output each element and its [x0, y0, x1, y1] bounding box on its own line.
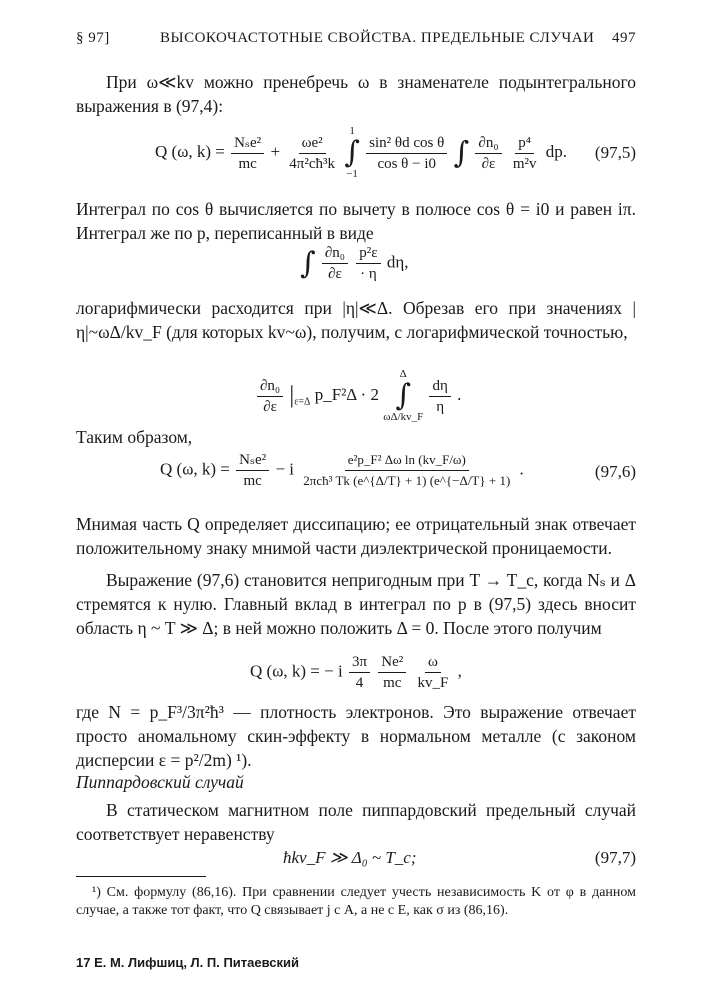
eq975-tail: dp. — [545, 141, 567, 161]
eqA-frac1: $\frac{\text{∂n₀}}{\partial\varepsilon}$ — [322, 243, 348, 284]
paragraph-3: логарифмически расходится при |η|≪Δ. Обрезав его при значениях |η|~ωΔ/kv_F (для которых kv~ω), получим, с логарифмической точностью, — [76, 298, 636, 342]
equation-anomalous — [250, 652, 462, 693]
paragraph-1: При ω≪kv можно пренебречь ω в знаменателе подынтегрального выражения в (97,4): — [76, 72, 636, 116]
eq976-number: (97,6) — [594, 462, 636, 481]
running-title: ВЫСОКОЧАСТОТНЫЕ СВОЙСТВА. ПРЕДЕЛЬНЫЕ СЛУЧАИ — [160, 30, 595, 46]
eq975-frac4: $\frac{\text{∂n₀}}{\partial\varepsilon}$ — [475, 133, 501, 174]
eq975-frac1: $\frac{\text{Nₛe²}}{mc}$ — [231, 133, 264, 174]
eq975-frac3: $\frac{\text{sin² θd cos θ}}{\text{cos θ − i0}}$ — [366, 133, 447, 174]
eq976-tail: . — [519, 459, 524, 479]
equation-log-accuracy: $\frac{\text{∂n₀}}{\partial\varepsilon}$ $|_{\varepsilon=\Delta}$ p_F²Δ · 2 Δ ∫ ωΔ/kv_F $\frac{d\eta}{\eta}$ . — [255, 368, 461, 424]
page-number: 497 — [612, 30, 636, 46]
equation-97-6 — [160, 450, 524, 491]
eqC-frac1: $\frac{3\pi}{4}$ — [349, 652, 370, 693]
paragraph-8: В статическом магнитном поле пиппардовский предельный случай соответствует неравенству — [76, 800, 636, 844]
eqC-tail: , — [457, 661, 462, 681]
paragraph-6: Выражение (97,6) становится непригодным при T → T_c, когда Nₛ и Δ стремятся к нулю. Главный вклад в интеграл по p в (97,5) здесь вносит область η ~ T ≫ Δ; в ней можно положить Δ = 0. После этого получим — [76, 570, 636, 638]
eqB-integral-limits: Δ ∫ ωΔ/kv_F — [383, 368, 424, 423]
paragraph-4: Таким образом, — [76, 427, 193, 447]
eq976-frac1: $\frac{\text{Nₛe²}}{mc}$ — [236, 450, 269, 491]
paragraph-5: Мнимая часть Q определяет диссипацию; ее отрицательный знак отвечает положительному знаку мнимой части диэлектрической проницаемости. — [76, 514, 636, 558]
eq976-minus: − i — [275, 459, 294, 479]
eqC-frac3: $\frac{\omega}{kv\_F}$ — [417, 654, 449, 691]
equation-integral-eta: ∫ $\frac{\text{∂n₀}}{\partial\varepsilon}$ $\frac{\text{p²ε}}{\cdot \eta}$ dη, — [300, 245, 409, 282]
paragraph-7: где N = p_F³/3π²ħ³ — плотность электронов. Это выражение отвечает просто аномальному скин-эффекту в нормальном металле (с законом дисперсии ε = p²/2m) ¹). — [76, 702, 636, 770]
eqB-frac2: $\frac{d\eta}{\eta}$ — [429, 376, 450, 417]
equation-97-5: Q (ω, k) = $\frac{\text{Nₛe²}}{mc}$ + $\frac{\text{ωe²}}{\text{4π²cħ³k}}$ 1 ∫ −1 $\frac{\text{sin² θd cos θ}}{\text{cos θ − i0}}$ ∫ $\frac{\text{∂n₀}}{\partial\varepsilon}$ $\frac{\text{p⁴}}{\text{m²v}}$ dp. — [155, 125, 567, 180]
eq977-number: (97,7) — [594, 848, 636, 867]
equation-97-7: ħkv_F ≫ Δ₀ ~ T_c; — [283, 848, 417, 867]
eqB-tail: . — [457, 384, 462, 404]
paragraph-2: Интеграл по cos θ вычисляется по вычету в полюсе cos θ = i0 и равен iπ. Интеграл же по p, переписанный в виде — [76, 199, 636, 243]
eqC-lhs: Q (ω, k) = − i — [250, 661, 343, 681]
footnote-rule — [76, 876, 206, 877]
footnote-1: ¹) См. формулу (86,16). При сравнении следует учесть независимость K от φ в данном случае, а также тот факт, что Q связывает j с A, а не с E, как σ из (86,16). — [76, 885, 636, 918]
subheading-pippard: Пиппардовский случай — [76, 772, 244, 792]
eq976-frac2: $\frac{\text{e²p\_F² Δω ln (kv\_F/ω)}}{\text{2πcħ³ Tk (e\textasciicircum{}\{Δ/T\} + 1) (e\textasciicircum{}\{−Δ/T\} + 1)}}$ — [303, 452, 511, 488]
eq975-frac5: $\frac{\text{p⁴}}{\text{m²v}}$ — [512, 134, 537, 172]
eqA-frac2: $\frac{\text{p²ε}}{\cdot \eta}$ — [356, 243, 380, 284]
signature-line: 17 Е. М. Лифшиц, Л. П. Питаевский — [76, 955, 300, 970]
eqA-tail: dη, — [386, 252, 409, 272]
eqC-frac2: $\frac{\text{Ne²}}{mc}$ — [378, 652, 406, 693]
eq975-integral-limits: 1 ∫ −1 — [344, 125, 360, 180]
eqB-sub: ε=Δ — [294, 396, 311, 408]
eq975-lhs: Q (ω, k) = — [155, 141, 225, 161]
eq976-lhs: Q (ω, k) = — [160, 459, 230, 479]
eqB-frac1: $\frac{\text{∂n₀}}{\partial\varepsilon}$ — [257, 376, 283, 417]
eq975-number: (97,5) — [594, 143, 636, 162]
section-marker: § 97] — [76, 30, 110, 46]
eqB-mid: p_F²Δ · 2 — [314, 384, 379, 404]
eq975-plus: + — [270, 141, 281, 161]
eq975-frac2: $\frac{\text{ωe²}}{\text{4π²cħ³k}}$ — [289, 134, 336, 172]
